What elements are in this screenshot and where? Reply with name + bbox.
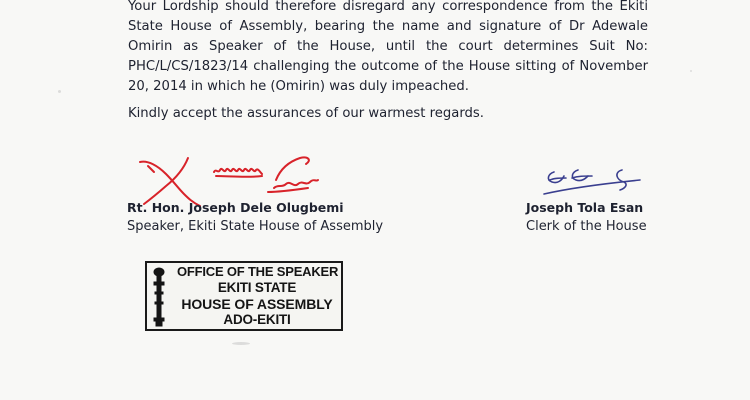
clerk-signature-image [540,164,650,200]
scan-speck [58,90,61,93]
letter-body-paragraph: Your Lordship should therefore disregard any correspondence from the Ekiti State House of Assembly, bearing the name and signature of Dr Adewale Omirin as Speaker of the House, until the court determines Suit No: PHC/L/CS/1823/14 challenging the outcome of the House sitting of November 20, 2014 in which he (Omirin) was duly impeached. [128,0,648,94]
office-stamp [145,261,343,331]
clerk-title: Clerk of the House [526,219,647,234]
stamp-line-assembly: HOUSE OF ASSEMBLY [181,296,333,312]
speaker-signature-block [127,198,383,236]
speaker-title: Speaker, Ekiti State House of Assembly [127,219,384,234]
scan-speck [232,342,250,345]
scan-speck [690,70,692,72]
clerk-name: Joseph Tola Esan [526,200,644,215]
stamp-line-office: OFFICE OF THE SPEAKER [177,264,339,279]
closing-paragraph: Kindly accept the assurances of our warmest regards. [128,106,484,121]
speaker-name: Rt. Hon. Joseph Dele Olugbemi [127,200,344,215]
mace-emblem-icon [149,266,169,328]
clerk-signature-block [526,198,647,236]
stamp-text [173,264,341,328]
stamp-line-city: ADO-EKITI [223,312,291,327]
stamp-line-state: EKITI STATE [217,280,297,295]
